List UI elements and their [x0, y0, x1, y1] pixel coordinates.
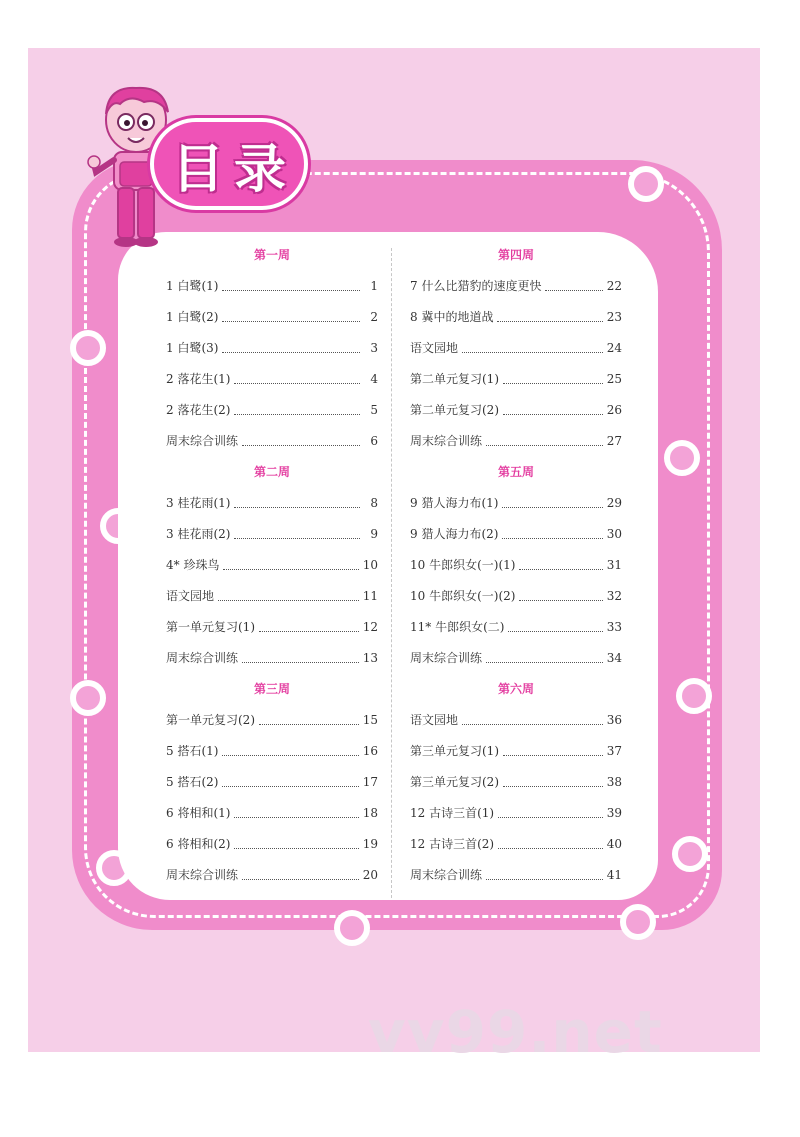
entry-page: 1 — [370, 279, 378, 293]
entry-page: 34 — [606, 651, 622, 665]
toc-entry[interactable] — [410, 774, 622, 790]
toc-entry[interactable] — [410, 619, 622, 635]
leader-dots — [486, 437, 603, 446]
leader-dots — [234, 840, 358, 849]
entry-page: 40 — [606, 837, 622, 851]
toc-entry[interactable] — [166, 650, 378, 666]
entry-title: 1 白鹭(1) — [166, 279, 219, 293]
entry-page: 15 — [362, 713, 378, 727]
toc-entry[interactable] — [410, 371, 622, 387]
toc-entry[interactable] — [166, 774, 378, 790]
toc-entry[interactable] — [410, 557, 622, 573]
watermark: vv99.net — [368, 998, 663, 1066]
entry-page: 3 — [370, 341, 378, 355]
column-divider — [391, 248, 392, 898]
entry-title: 12 古诗三首(2) — [410, 837, 495, 851]
entry-title: 第一单元复习(2) — [166, 713, 255, 727]
toc-entry[interactable] — [410, 650, 622, 666]
leader-dots — [486, 654, 603, 663]
entry-page: 13 — [362, 651, 378, 665]
toc-entry[interactable] — [166, 805, 378, 821]
toc-entry[interactable] — [410, 712, 622, 728]
leader-dots — [519, 561, 602, 570]
toc-entry[interactable] — [410, 526, 622, 542]
entry-page: 32 — [606, 589, 622, 603]
toc-entry[interactable] — [166, 836, 378, 852]
week-heading: 第三周 — [253, 682, 290, 696]
entry-page: 19 — [362, 837, 378, 851]
toc-entry[interactable] — [410, 340, 622, 356]
contents-right-column — [410, 247, 622, 898]
leader-dots — [503, 406, 603, 415]
toc-entry[interactable] — [166, 867, 378, 883]
entry-page: 2 — [370, 310, 378, 324]
week-heading: 第四周 — [497, 248, 534, 262]
toc-entry[interactable] — [166, 433, 378, 449]
entry-page: 12 — [362, 620, 378, 634]
toc-entry[interactable] — [410, 433, 622, 449]
entry-title: 周末综合训练 — [410, 868, 483, 882]
toc-entry[interactable] — [166, 371, 378, 387]
entry-title: 第三单元复习(2) — [410, 775, 499, 789]
toc-entry[interactable] — [410, 278, 622, 294]
entry-title: 2 落花生(1) — [166, 372, 231, 386]
leader-dots — [234, 406, 360, 415]
toc-entry[interactable] — [166, 309, 378, 325]
entry-page: 37 — [606, 744, 622, 758]
decorative-ring — [70, 330, 106, 366]
leader-dots — [222, 313, 360, 322]
entry-page: 25 — [606, 372, 622, 386]
entry-title: 12 古诗三首(1) — [410, 806, 495, 820]
toc-entry[interactable] — [166, 278, 378, 294]
leader-dots — [234, 809, 358, 818]
toc-entry[interactable] — [166, 743, 378, 759]
entry-title: 4* 珍珠鸟 — [166, 558, 220, 572]
entry-page: 10 — [362, 558, 378, 572]
entry-title: 周末综合训练 — [166, 868, 239, 882]
entry-page: 22 — [606, 279, 622, 293]
entry-title: 周末综合训练 — [410, 651, 483, 665]
leader-dots — [223, 561, 358, 570]
leader-dots — [234, 530, 360, 539]
leader-dots — [486, 871, 603, 880]
decorative-ring — [334, 910, 370, 946]
entry-title: 5 搭石(1) — [166, 744, 219, 758]
toc-entry[interactable] — [410, 867, 622, 883]
toc-entry[interactable] — [166, 526, 378, 542]
entry-page: 36 — [606, 713, 622, 727]
leader-dots — [242, 871, 359, 880]
entry-page: 41 — [606, 868, 622, 882]
toc-entry[interactable] — [410, 588, 622, 604]
leader-dots — [498, 840, 603, 849]
entry-title: 10 牛郎织女(一)(2) — [410, 589, 516, 603]
entry-title: 周末综合训练 — [166, 434, 239, 448]
leader-dots — [508, 623, 602, 632]
title-char: 录 — [234, 138, 287, 200]
entry-title: 第二单元复习(2) — [410, 403, 499, 417]
entry-page: 5 — [370, 403, 378, 417]
page-title — [150, 118, 308, 210]
decorative-ring — [628, 166, 664, 202]
entry-title: 11* 牛郎织女(二) — [410, 620, 505, 634]
entry-title: 周末综合训练 — [166, 651, 239, 665]
week-heading: 第一周 — [253, 248, 290, 262]
toc-entry[interactable] — [166, 340, 378, 356]
decorative-ring — [676, 678, 712, 714]
leader-dots — [222, 282, 360, 291]
entry-page: 4 — [370, 372, 378, 386]
leader-dots — [497, 313, 602, 322]
entry-page: 30 — [606, 527, 622, 541]
leader-dots — [259, 623, 359, 632]
leader-dots — [259, 716, 359, 725]
entry-page: 11 — [362, 589, 378, 603]
leader-dots — [545, 282, 602, 291]
leader-dots — [519, 592, 602, 601]
entry-title: 1 白鹭(2) — [166, 310, 219, 324]
decorative-ring — [664, 440, 700, 476]
entry-title: 周末综合训练 — [410, 434, 483, 448]
leader-dots — [502, 499, 602, 508]
toc-entry[interactable] — [166, 557, 378, 573]
entry-page: 6 — [370, 434, 378, 448]
leader-dots — [498, 809, 603, 818]
toc-entry[interactable] — [410, 836, 622, 852]
entry-title: 9 猎人海力布(1) — [410, 496, 499, 510]
entry-page: 33 — [606, 620, 622, 634]
leader-dots — [462, 716, 603, 725]
toc-entry[interactable] — [410, 743, 622, 759]
toc-entry[interactable] — [410, 805, 622, 821]
toc-entry[interactable] — [166, 495, 378, 511]
entry-page: 17 — [362, 775, 378, 789]
decorative-ring — [70, 680, 106, 716]
entry-title: 8 冀中的地道战 — [410, 310, 494, 324]
entry-title: 语文园地 — [410, 341, 459, 355]
entry-title: 2 落花生(2) — [166, 403, 231, 417]
toc-entry[interactable] — [166, 712, 378, 728]
entry-page: 39 — [606, 806, 622, 820]
entry-page: 29 — [606, 496, 622, 510]
toc-entry[interactable] — [166, 402, 378, 418]
entry-page: 23 — [606, 310, 622, 324]
leader-dots — [462, 344, 603, 353]
entry-title: 5 搭石(2) — [166, 775, 219, 789]
entry-title: 第一单元复习(1) — [166, 620, 255, 634]
entry-title: 第二单元复习(1) — [410, 372, 499, 386]
decorative-ring — [672, 836, 708, 872]
leader-dots — [222, 344, 360, 353]
week-heading: 第五周 — [497, 465, 534, 479]
toc-entry[interactable] — [410, 309, 622, 325]
entry-title: 7 什么比猎豹的速度更快 — [410, 279, 542, 293]
week-heading: 第六周 — [497, 682, 534, 696]
entry-title: 语文园地 — [410, 713, 459, 727]
entry-page: 20 — [362, 868, 378, 882]
toc-entry[interactable] — [166, 619, 378, 635]
title-char: 目 — [172, 138, 225, 200]
entry-title: 6 将相和(2) — [166, 837, 231, 851]
leader-dots — [218, 592, 359, 601]
leader-dots — [242, 654, 359, 663]
toc-entry[interactable] — [166, 588, 378, 604]
entry-title: 第三单元复习(1) — [410, 744, 499, 758]
entry-page: 38 — [606, 775, 622, 789]
entry-page: 27 — [606, 434, 622, 448]
leader-dots — [242, 437, 360, 446]
leader-dots — [222, 747, 358, 756]
entry-page: 18 — [362, 806, 378, 820]
leader-dots — [502, 530, 602, 539]
entry-title: 语文园地 — [166, 589, 215, 603]
toc-entry[interactable] — [410, 402, 622, 418]
leader-dots — [503, 747, 603, 756]
entry-page: 31 — [606, 558, 622, 572]
leader-dots — [222, 778, 358, 787]
entry-page: 8 — [370, 496, 378, 510]
toc-entry[interactable] — [410, 495, 622, 511]
entry-page: 24 — [606, 341, 622, 355]
leader-dots — [234, 499, 360, 508]
contents-left-column — [166, 247, 378, 898]
entry-title: 1 白鹭(3) — [166, 341, 219, 355]
entry-title: 3 桂花雨(2) — [166, 527, 231, 541]
decorative-ring — [620, 904, 656, 940]
entry-title: 9 猎人海力布(2) — [410, 527, 499, 541]
leader-dots — [234, 375, 360, 384]
leader-dots — [503, 375, 603, 384]
entry-title: 6 将相和(1) — [166, 806, 231, 820]
entry-page: 9 — [370, 527, 378, 541]
entry-page: 26 — [606, 403, 622, 417]
week-heading: 第二周 — [253, 465, 290, 479]
entry-title: 10 牛郎织女(一)(1) — [410, 558, 516, 572]
leader-dots — [503, 778, 603, 787]
entry-page: 16 — [362, 744, 378, 758]
entry-title: 3 桂花雨(1) — [166, 496, 231, 510]
